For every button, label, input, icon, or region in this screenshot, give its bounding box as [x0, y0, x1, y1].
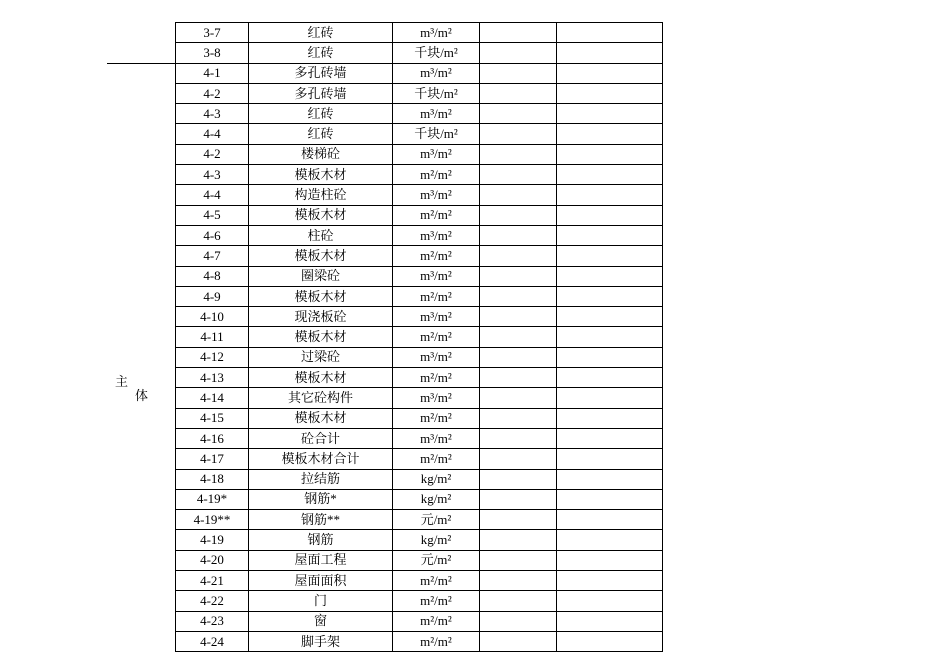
row-value-cell [480, 286, 557, 306]
row-note-cell [557, 368, 663, 388]
row-code: 4-22 [176, 591, 249, 611]
row-value-cell [480, 307, 557, 327]
indicator-table-body [176, 23, 663, 652]
table-row [176, 83, 663, 103]
row-unit: m²/m² [393, 408, 480, 428]
row-unit: m³/m² [393, 104, 480, 124]
row-item-name: 模板木材 [249, 165, 393, 185]
row-code: 4-1 [176, 63, 249, 83]
table-row [176, 510, 663, 530]
row-value-cell [480, 591, 557, 611]
row-item-name: 钢筋 [249, 530, 393, 550]
row-code: 4-21 [176, 571, 249, 591]
row-note-cell [557, 611, 663, 631]
row-item-name: 脚手架 [249, 631, 393, 651]
row-item-name: 红砖 [249, 104, 393, 124]
row-note-cell [557, 489, 663, 509]
row-item-name: 屋面面积 [249, 571, 393, 591]
row-value-cell [480, 631, 557, 651]
row-value-cell [480, 23, 557, 43]
row-unit: m²/m² [393, 631, 480, 651]
row-note-cell [557, 449, 663, 469]
row-unit: m³/m² [393, 63, 480, 83]
table-row [176, 144, 663, 164]
row-code: 4-4 [176, 185, 249, 205]
row-item-name: 圈梁砼 [249, 266, 393, 286]
row-value-cell [480, 225, 557, 245]
row-note-cell [557, 347, 663, 367]
row-code: 4-23 [176, 611, 249, 631]
row-unit: m³/m² [393, 347, 480, 367]
row-code: 4-9 [176, 286, 249, 306]
row-unit: kg/m² [393, 530, 480, 550]
row-code: 4-3 [176, 104, 249, 124]
row-code: 4-2 [176, 83, 249, 103]
table-row [176, 530, 663, 550]
row-note-cell [557, 124, 663, 144]
row-note-cell [557, 266, 663, 286]
row-item-name: 屋面工程 [249, 550, 393, 570]
table-row [176, 246, 663, 266]
row-note-cell [557, 550, 663, 570]
row-item-name: 模板木材 [249, 408, 393, 428]
row-code: 4-15 [176, 408, 249, 428]
row-item-name: 构造柱砼 [249, 185, 393, 205]
row-note-cell [557, 510, 663, 530]
row-code: 4-13 [176, 368, 249, 388]
table-row [176, 449, 663, 469]
row-note-cell [557, 246, 663, 266]
row-code: 4-18 [176, 469, 249, 489]
section-label-char-2: 体 [135, 388, 149, 403]
row-unit: m²/m² [393, 327, 480, 347]
row-code: 4-4 [176, 124, 249, 144]
row-value-cell [480, 246, 557, 266]
table-row [176, 104, 663, 124]
table-row [176, 591, 663, 611]
row-item-name: 红砖 [249, 124, 393, 144]
row-unit: m³/m² [393, 225, 480, 245]
row-value-cell [480, 449, 557, 469]
row-code: 4-19** [176, 510, 249, 530]
table-row [176, 571, 663, 591]
row-value-cell [480, 611, 557, 631]
table-row [176, 327, 663, 347]
row-value-cell [480, 205, 557, 225]
table-row [176, 550, 663, 570]
row-unit: m³/m² [393, 23, 480, 43]
row-item-name: 砼合计 [249, 428, 393, 448]
row-code: 4-7 [176, 246, 249, 266]
row-value-cell [480, 144, 557, 164]
row-unit: kg/m² [393, 489, 480, 509]
row-code: 4-12 [176, 347, 249, 367]
table-row [176, 63, 663, 83]
row-value-cell [480, 185, 557, 205]
row-note-cell [557, 83, 663, 103]
row-unit: m³/m² [393, 428, 480, 448]
row-unit: 千块/m² [393, 83, 480, 103]
row-item-name: 多孔砖墙 [249, 83, 393, 103]
row-code: 4-20 [176, 550, 249, 570]
row-unit: 千块/m² [393, 124, 480, 144]
table-row [176, 23, 663, 43]
row-unit: m²/m² [393, 591, 480, 611]
table-row [176, 165, 663, 185]
row-unit: m³/m² [393, 266, 480, 286]
row-value-cell [480, 165, 557, 185]
row-unit: m²/m² [393, 246, 480, 266]
row-unit: m³/m² [393, 144, 480, 164]
row-item-name: 钢筋** [249, 510, 393, 530]
row-item-name: 模板木材合计 [249, 449, 393, 469]
row-code: 4-3 [176, 165, 249, 185]
table-row [176, 347, 663, 367]
row-code: 4-19* [176, 489, 249, 509]
row-note-cell [557, 205, 663, 225]
row-value-cell [480, 43, 557, 63]
row-note-cell [557, 43, 663, 63]
row-item-name: 拉结筋 [249, 469, 393, 489]
row-note-cell [557, 23, 663, 43]
table-row [176, 408, 663, 428]
row-unit: 元/m² [393, 510, 480, 530]
row-item-name: 模板木材 [249, 286, 393, 306]
row-code: 4-6 [176, 225, 249, 245]
row-unit: 元/m² [393, 550, 480, 570]
table-row [176, 185, 663, 205]
table-row [176, 307, 663, 327]
row-value-cell [480, 63, 557, 83]
row-code: 4-17 [176, 449, 249, 469]
row-item-name: 楼梯砼 [249, 144, 393, 164]
row-item-name: 多孔砖墙 [249, 63, 393, 83]
row-value-cell [480, 489, 557, 509]
row-note-cell [557, 469, 663, 489]
row-value-cell [480, 510, 557, 530]
row-value-cell [480, 368, 557, 388]
table-row [176, 266, 663, 286]
table-row [176, 631, 663, 651]
row-code: 4-19 [176, 530, 249, 550]
row-note-cell [557, 571, 663, 591]
row-note-cell [557, 185, 663, 205]
row-code: 4-16 [176, 428, 249, 448]
row-code: 4-14 [176, 388, 249, 408]
row-note-cell [557, 307, 663, 327]
row-unit: m²/m² [393, 449, 480, 469]
indicator-table [175, 22, 663, 652]
section-label-char-1: 主 [115, 374, 129, 389]
row-code: 3-7 [176, 23, 249, 43]
row-item-name: 柱砼 [249, 225, 393, 245]
row-item-name: 模板木材 [249, 205, 393, 225]
row-item-name: 现浇板砼 [249, 307, 393, 327]
row-note-cell [557, 286, 663, 306]
row-value-cell [480, 327, 557, 347]
row-code: 4-2 [176, 144, 249, 164]
table-row [176, 286, 663, 306]
table-row [176, 469, 663, 489]
row-unit: m²/m² [393, 611, 480, 631]
table-row [176, 225, 663, 245]
row-note-cell [557, 591, 663, 611]
row-value-cell [480, 469, 557, 489]
row-item-name: 红砖 [249, 23, 393, 43]
row-note-cell [557, 530, 663, 550]
table-row [176, 43, 663, 63]
row-code: 4-10 [176, 307, 249, 327]
row-unit: 千块/m² [393, 43, 480, 63]
row-note-cell [557, 327, 663, 347]
row-unit: m³/m² [393, 185, 480, 205]
table-row [176, 124, 663, 144]
row-note-cell [557, 144, 663, 164]
row-note-cell [557, 428, 663, 448]
row-note-cell [557, 408, 663, 428]
row-unit: m²/m² [393, 165, 480, 185]
row-code: 4-24 [176, 631, 249, 651]
row-note-cell [557, 388, 663, 408]
row-value-cell [480, 266, 557, 286]
row-value-cell [480, 83, 557, 103]
table-row [176, 388, 663, 408]
row-unit: m³/m² [393, 307, 480, 327]
row-item-name: 门 [249, 591, 393, 611]
row-item-name: 窗 [249, 611, 393, 631]
row-unit: m³/m² [393, 388, 480, 408]
row-code: 4-5 [176, 205, 249, 225]
table-row [176, 489, 663, 509]
row-value-cell [480, 408, 557, 428]
table-row [176, 611, 663, 631]
row-value-cell [480, 550, 557, 570]
row-item-name: 模板木材 [249, 246, 393, 266]
table-row [176, 428, 663, 448]
row-code: 4-8 [176, 266, 249, 286]
row-item-name: 过梁砼 [249, 347, 393, 367]
row-note-cell [557, 104, 663, 124]
row-unit: m²/m² [393, 368, 480, 388]
row-code: 3-8 [176, 43, 249, 63]
table-row [176, 368, 663, 388]
row-value-cell [480, 104, 557, 124]
row-unit: m²/m² [393, 286, 480, 306]
row-unit: m²/m² [393, 571, 480, 591]
row-value-cell [480, 388, 557, 408]
row-value-cell [480, 124, 557, 144]
section-divider-line [107, 63, 176, 64]
row-code: 4-11 [176, 327, 249, 347]
row-note-cell [557, 225, 663, 245]
row-note-cell [557, 63, 663, 83]
row-value-cell [480, 428, 557, 448]
row-value-cell [480, 571, 557, 591]
row-item-name: 模板木材 [249, 368, 393, 388]
row-unit: kg/m² [393, 469, 480, 489]
table-row [176, 205, 663, 225]
row-item-name: 模板木材 [249, 327, 393, 347]
row-value-cell [480, 530, 557, 550]
row-item-name: 钢筋* [249, 489, 393, 509]
row-item-name: 红砖 [249, 43, 393, 63]
row-unit: m²/m² [393, 205, 480, 225]
row-note-cell [557, 631, 663, 651]
row-note-cell [557, 165, 663, 185]
row-value-cell [480, 347, 557, 367]
row-item-name: 其它砼构件 [249, 388, 393, 408]
